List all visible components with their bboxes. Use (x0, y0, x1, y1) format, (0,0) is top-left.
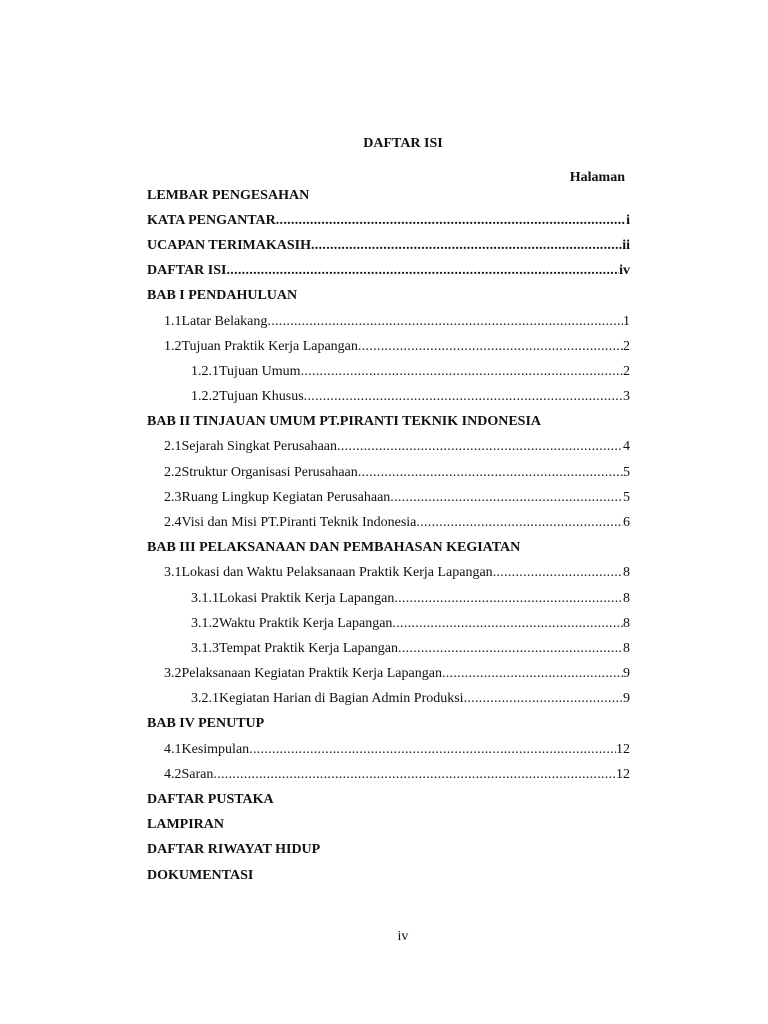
toc-entry-page: 9 (623, 691, 630, 706)
toc-entry-page: iv (619, 263, 630, 278)
toc-entry-page: 8 (623, 616, 630, 631)
toc-entry-page: 5 (623, 465, 630, 480)
toc-entry-title: Lokasi dan Waktu Pelaksanaan Praktik Kerja Lapangan (181, 565, 493, 580)
dot-leader (301, 362, 623, 382)
toc-entry-number: 4.2 (164, 767, 182, 782)
toc-entry-page: ii (622, 238, 630, 253)
toc-entry-number: 2.1 (164, 439, 182, 454)
toc-entry-number: 3.1 (164, 565, 182, 580)
dot-leader (337, 437, 623, 457)
toc-entry-number: 1.2.2 (191, 389, 219, 404)
toc-entry (164, 513, 630, 533)
toc-chapter-heading (147, 286, 630, 306)
toc-entry (191, 387, 630, 407)
dot-leader (249, 740, 616, 760)
toc-entry-page: 12 (616, 767, 630, 782)
toc-entry-page: 8 (623, 641, 630, 656)
toc-entry-title: DAFTAR PUSTAKA (147, 792, 274, 807)
toc-entry-title: Tujuan Praktik Kerja Lapangan (181, 339, 358, 354)
toc-entry (147, 840, 630, 860)
dot-leader (394, 589, 623, 609)
toc-entry-number: 2.3 (164, 490, 182, 505)
dot-leader (213, 765, 616, 785)
toc-entry-title: BAB II TINJAUAN UMUM PT.PIRANTI TEKNIK INDONESIA (147, 414, 541, 429)
toc-entry (147, 186, 630, 206)
toc-entry (191, 362, 630, 382)
toc-entry-number: 1.2 (164, 339, 182, 354)
toc-entry (164, 563, 630, 583)
toc-entry-number: 2.4 (164, 515, 182, 530)
toc-entry-title: Ruang Lingkup Kegiatan Perusahaan (181, 490, 391, 505)
toc-entry-number: 1.2.1 (191, 364, 219, 379)
page-number: iv (397, 929, 409, 944)
toc-entry-page: 6 (623, 515, 630, 530)
toc-entry (147, 236, 630, 256)
toc-chapter-heading (147, 538, 630, 558)
toc-entry-number: 3.1.3 (191, 641, 219, 656)
toc-entry-title: Saran (181, 767, 214, 782)
toc-entry-page: 2 (623, 364, 630, 379)
dot-leader (226, 261, 619, 281)
dot-leader (392, 614, 623, 634)
toc-entry-title: Tujuan Khusus (219, 389, 304, 404)
toc-entry-title: Struktur Organisasi Perusahaan (181, 465, 358, 480)
toc-entry-page: 5 (623, 490, 630, 505)
dot-leader (442, 664, 623, 684)
toc-entry-number: 2.2 (164, 465, 182, 480)
dot-leader (358, 337, 623, 357)
toc-entry-number: 1.1 (164, 314, 182, 329)
toc-entry (164, 312, 630, 332)
toc-entry (191, 589, 630, 609)
toc-entry-page: 1 (623, 314, 630, 329)
toc-entry (147, 866, 630, 886)
toc-entry-title: LAMPIRAN (147, 817, 224, 832)
toc-entry (164, 337, 630, 357)
toc-entry (164, 664, 630, 684)
toc-entry-page: 8 (623, 565, 630, 580)
toc-entry-number: 4.1 (164, 742, 182, 757)
toc-entry (191, 639, 630, 659)
dot-leader (464, 689, 623, 709)
toc-entry-title: BAB IV PENUTUP (147, 716, 265, 731)
toc-entry (191, 689, 630, 709)
toc-chapter-heading (147, 412, 630, 432)
toc-entry-title: BAB III PELAKSANAAN DAN PEMBAHASAN KEGIATAN (147, 540, 521, 555)
toc-entry-title: BAB I PENDAHULUAN (147, 288, 298, 303)
toc-entry-title: DAFTAR ISI (147, 263, 227, 278)
dot-leader (398, 639, 623, 659)
toc-chapter-heading (147, 714, 630, 734)
dot-leader (276, 211, 626, 231)
toc-entry-title: Latar Belakang (181, 314, 268, 329)
toc-entry-page: 9 (623, 666, 630, 681)
toc-entry-page: i (626, 213, 630, 228)
dot-leader (358, 463, 623, 483)
toc-entry-title: KATA PENGANTAR (147, 213, 276, 228)
dot-leader (390, 488, 623, 508)
toc-entry-page: 4 (623, 439, 630, 454)
toc-entry (164, 765, 630, 785)
toc-entry-page: 8 (623, 591, 630, 606)
dot-leader (304, 387, 623, 407)
toc-entry-title: Kegiatan Harian di Bagian Admin Produksi (219, 691, 464, 706)
toc-entry-page: 12 (616, 742, 630, 757)
dot-leader (311, 236, 622, 256)
toc-entry-title: Visi dan Misi PT.Piranti Teknik Indonesia (181, 515, 417, 530)
toc-entry-title: Tempat Praktik Kerja Lapangan (219, 641, 399, 656)
dot-leader (493, 563, 623, 583)
toc-entry (147, 211, 630, 231)
dot-leader (267, 312, 623, 332)
toc-entry-title: DAFTAR RIWAYAT HIDUP (147, 842, 321, 857)
toc-entry (147, 815, 630, 835)
page-title: DAFTAR ISI (363, 136, 443, 151)
toc-entry (147, 261, 630, 281)
toc-entry (164, 740, 630, 760)
toc-entry (164, 488, 630, 508)
toc-entry-number: 3.2.1 (191, 691, 219, 706)
toc-entry-title: Waktu Praktik Kerja Lapangan (219, 616, 393, 631)
dot-leader (416, 513, 623, 533)
toc-entry (164, 437, 630, 457)
toc-entry-page: 2 (623, 339, 630, 354)
toc-entry-title: Tujuan Umum (219, 364, 301, 379)
toc-entry (164, 463, 630, 483)
toc-entry-title: UCAPAN TERIMAKASIH (147, 238, 311, 253)
toc-entry-title: Sejarah Singkat Perusahaan (181, 439, 338, 454)
toc-entry-title: Pelaksanaan Kegiatan Praktik Kerja Lapangan (181, 666, 442, 681)
page-column-label: Halaman (569, 170, 625, 185)
toc-entry-title: DOKUMENTASI (147, 868, 254, 883)
toc-entry-number: 3.1.1 (191, 591, 219, 606)
toc-entry-page: 3 (623, 389, 630, 404)
toc-entry-number: 3.2 (164, 666, 182, 681)
toc-entry-number: 3.1.2 (191, 616, 219, 631)
toc-entry (147, 790, 630, 810)
toc-entry (191, 614, 630, 634)
toc-entry-title: Kesimpulan (181, 742, 250, 757)
toc-entry-title: Lokasi Praktik Kerja Lapangan (219, 591, 395, 606)
toc-entry-title: LEMBAR PENGESAHAN (147, 188, 310, 203)
